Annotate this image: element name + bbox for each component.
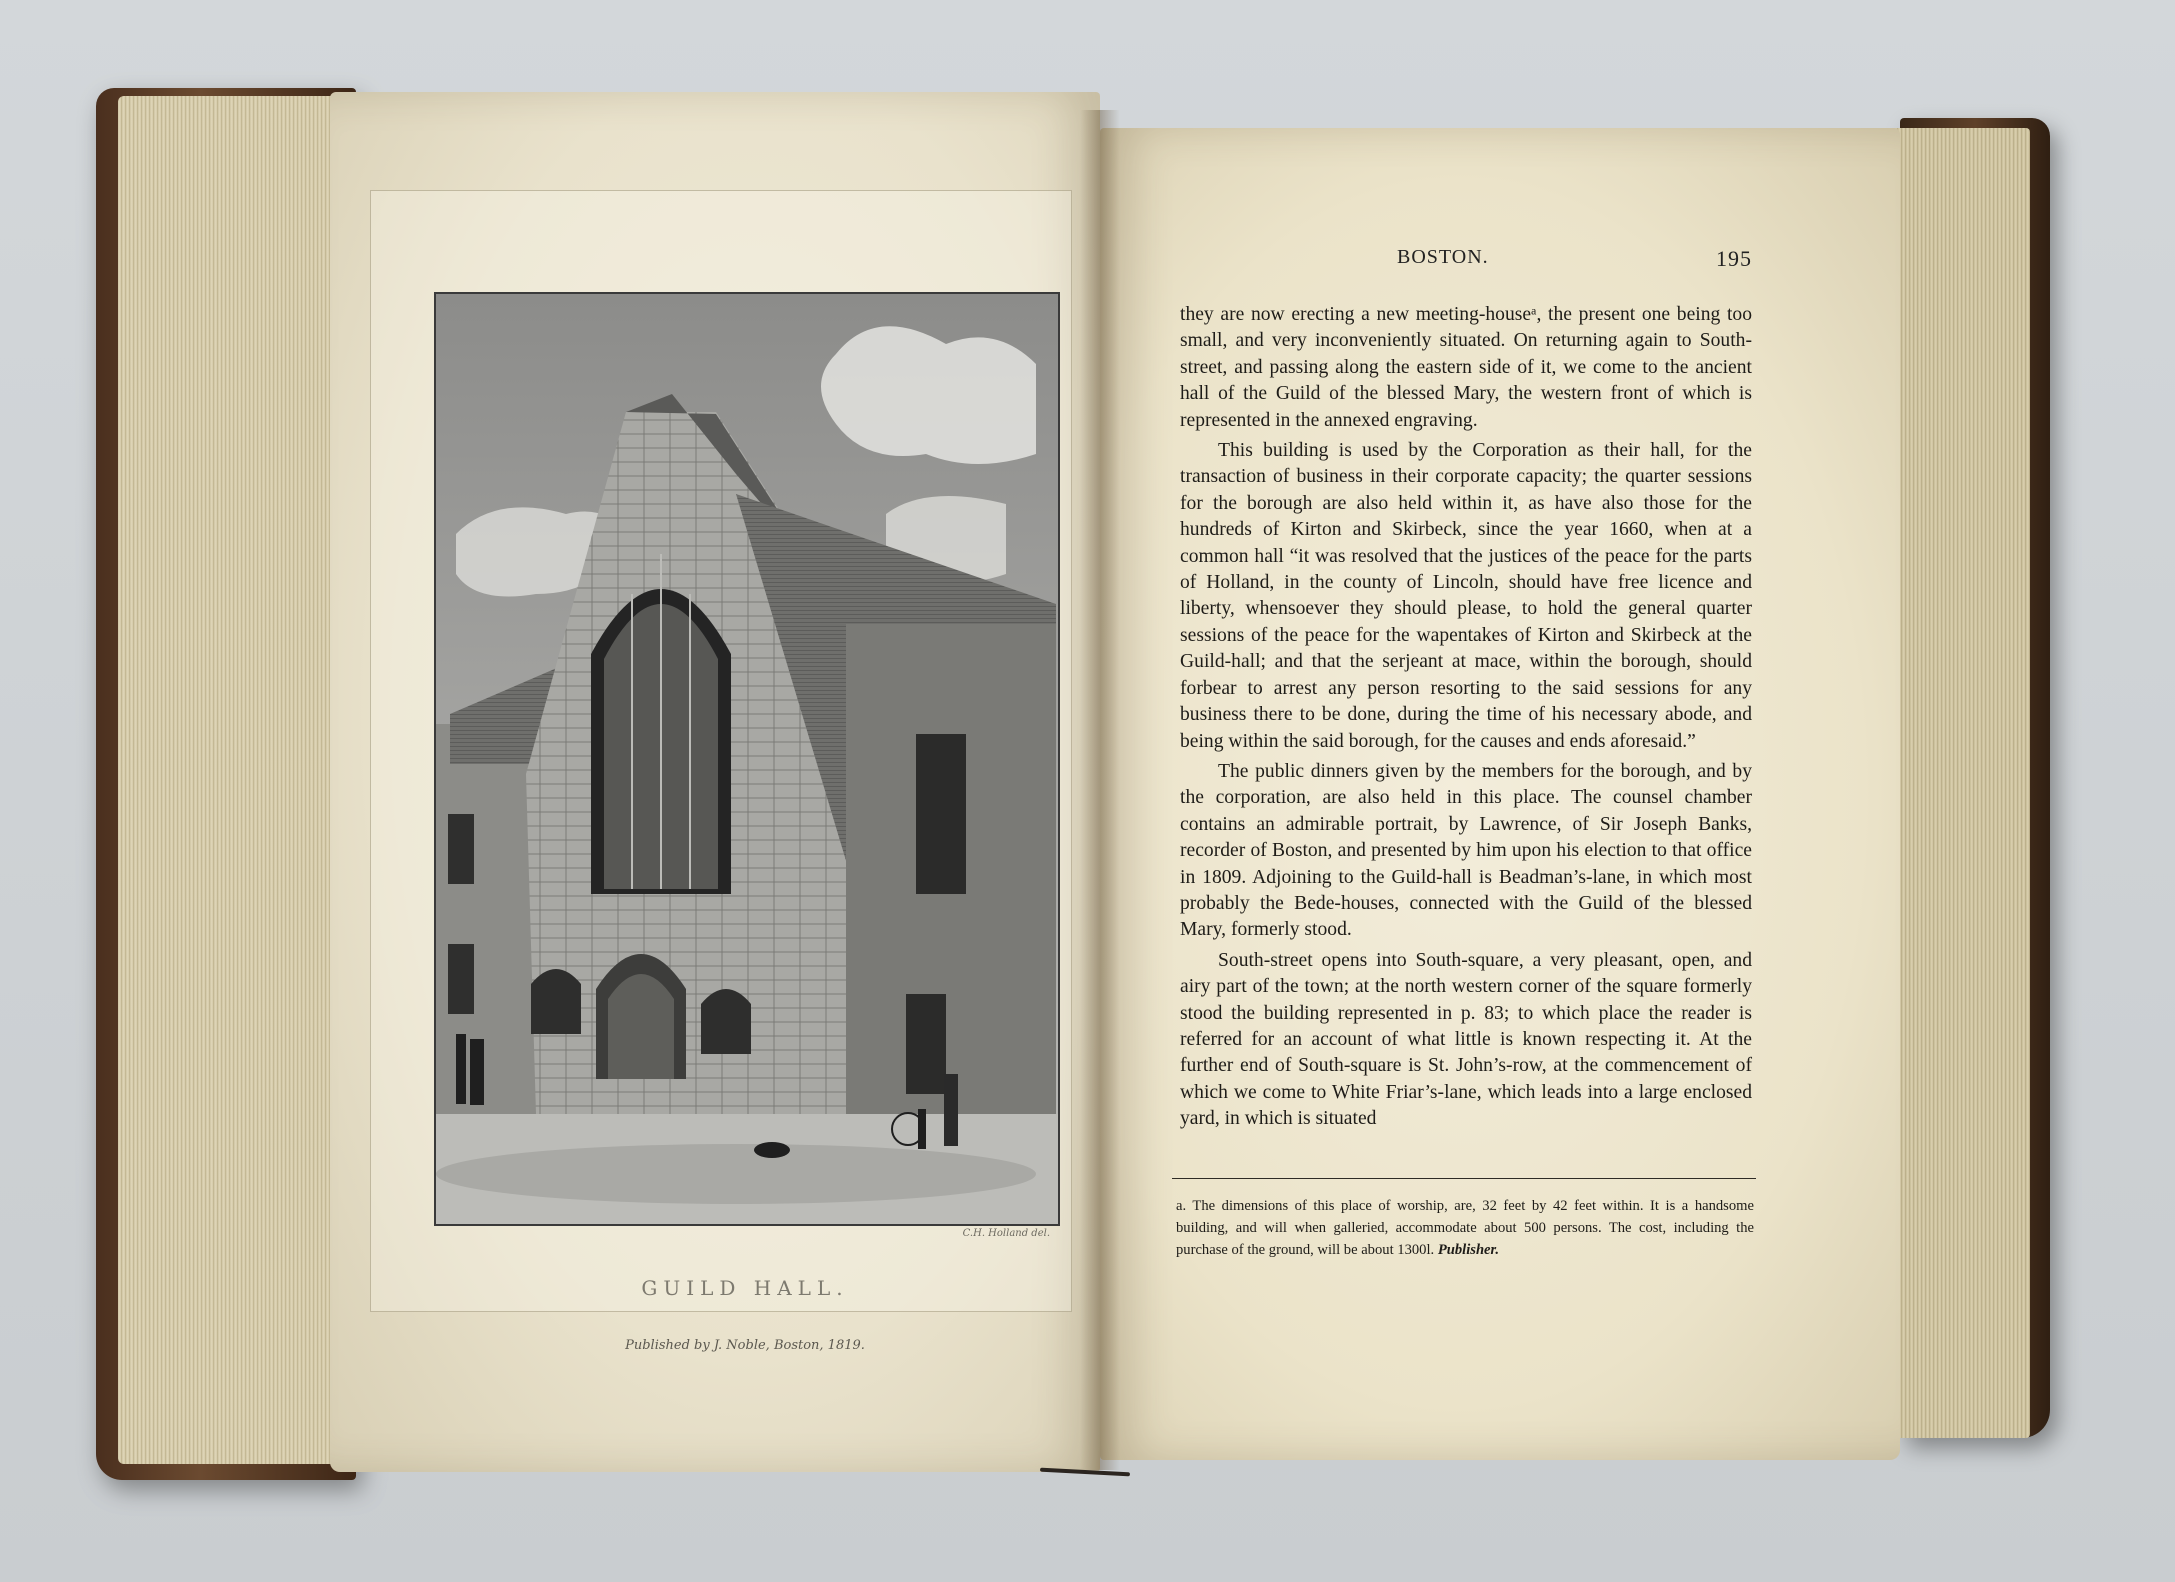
footnote [1176,1195,1754,1261]
page-body-text [1180,302,1752,1137]
running-title: BOSTON. [1397,246,1489,268]
paragraph-1: they are now erecting a new meeting-houseᵃ, the present one being too small, and very inconveniently situated. On returning again to South-street, and passing along the eastern side of it, we come to the ancient hall of the Guild of the blessed Mary, the western front of which is represented in the annexed engraving. [1180,304,1752,431]
left-page-edges [118,96,358,1464]
footnote-rule [1172,1178,1756,1179]
right-page-edges [1890,128,2030,1438]
paragraph-3: The public dinners given by the members for the borough, and by the corporation, are also held in this place. The counsel chamber contains an admirable portrait, by Lawrence, of Sir Joseph Banks, recorder of Boston, and presented by him upon his election to that office in 1809. Adjoining to the Guild-hall is Beadman’s-lane, in which most probably the Bede-houses, connected with the Guild of the blessed Mary, formerly stood. [1180,760,1752,941]
page-number: 195 [1716,246,1752,271]
plate-publisher-line: Published by J. Noble, Boston, 1819. [625,1338,865,1353]
footnote-credit: Publisher. [1437,1242,1500,1258]
guild-hall-engraving [434,292,1060,1226]
paragraph-2: This building is used by the Corporation as their hall, for the transaction of business in their corporate capacity; the quarter sessions for the borough are also held within it, as have also those for the hundreds of Kirton and Skirbeck, since the year 1660, when at a common hall “it was resolved that the justices of the peace for the parts of Holland, in the county of Lincoln, should have free licence and liberty, whensoever they should please, to hold the general quarter sessions of the peace for the wapentakes of Kirton and Skirbeck at the Guild-hall; and that the serjeant at mace, within the borough, should forbear to arrest any person resorting to the said sessions for any business there to be done, during the time of his necessary abode, and being within the said borough, for the causes and ends aforesaid.” [1180,440,1752,752]
plate-artist-credit: C.H. Holland del. [962,1228,1050,1239]
paragraph-4: South-street opens into South-square, a very pleasant, open, and airy part of the town; at the north western corner of the square formerly stood the building represented in p. 83; to which place the reader is referred for an account of what little is known respecting it. At the further end of South-square is St. John’s-row, at the commencement of which we come to White Friar’s-lane, which leads into a large enclosed yard, in which is situated [1180,949,1752,1130]
book-gutter [1080,110,1120,1470]
footnote-text: a. The dimensions of this place of worship, are, 32 feet by 42 feet within. It is a handsome building, and will when galleried, accommodate about 500 persons. The cost, including the purchase of the ground, will be about 1300l. [1176,1198,1754,1258]
plate-caption: GUILD HALL. [641,1276,849,1300]
